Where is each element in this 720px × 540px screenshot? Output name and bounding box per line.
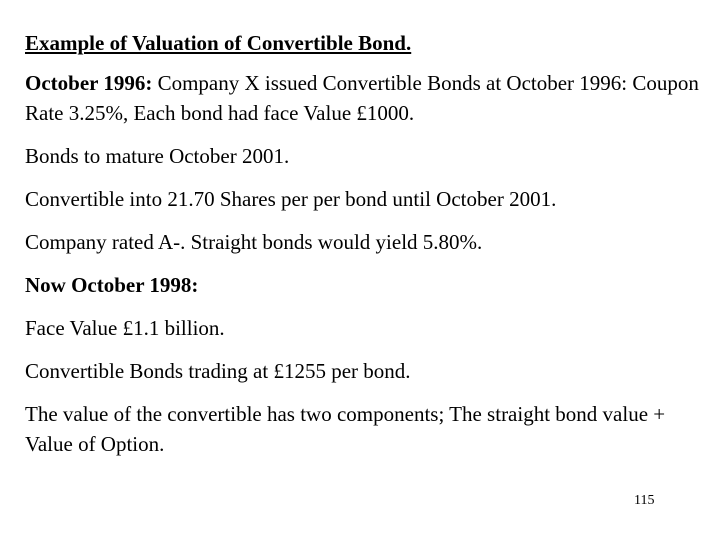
rating-text: Company rated A-. Straight bonds would yield 5.80%. — [25, 230, 483, 254]
now-heading: Now October 1998: — [25, 273, 199, 297]
slide-title: Example of Valuation of Convertible Bond. — [25, 31, 412, 55]
issue-text: Company X issued Convertible Bonds at October 1996: Coupon Rate 3.25%, Each bond had face Value £1000. — [25, 71, 699, 125]
components-text: The value of the convertible has two components; The straight bond value + Value of Option. — [25, 402, 666, 456]
issue-paragraph — [25, 68, 705, 128]
page-number: 115 — [634, 493, 655, 508]
slide-content — [25, 28, 705, 472]
issue-date-label: October 1996: — [25, 71, 153, 95]
face-value-text: Face Value £1.1 billion. — [25, 316, 225, 340]
trading-text: Convertible Bonds trading at £1255 per bond. — [25, 359, 411, 383]
conversion-text: Convertible into 21.70 Shares per per bond until October 2001. — [25, 187, 557, 211]
maturity-text: Bonds to mature October 2001. — [25, 144, 290, 168]
